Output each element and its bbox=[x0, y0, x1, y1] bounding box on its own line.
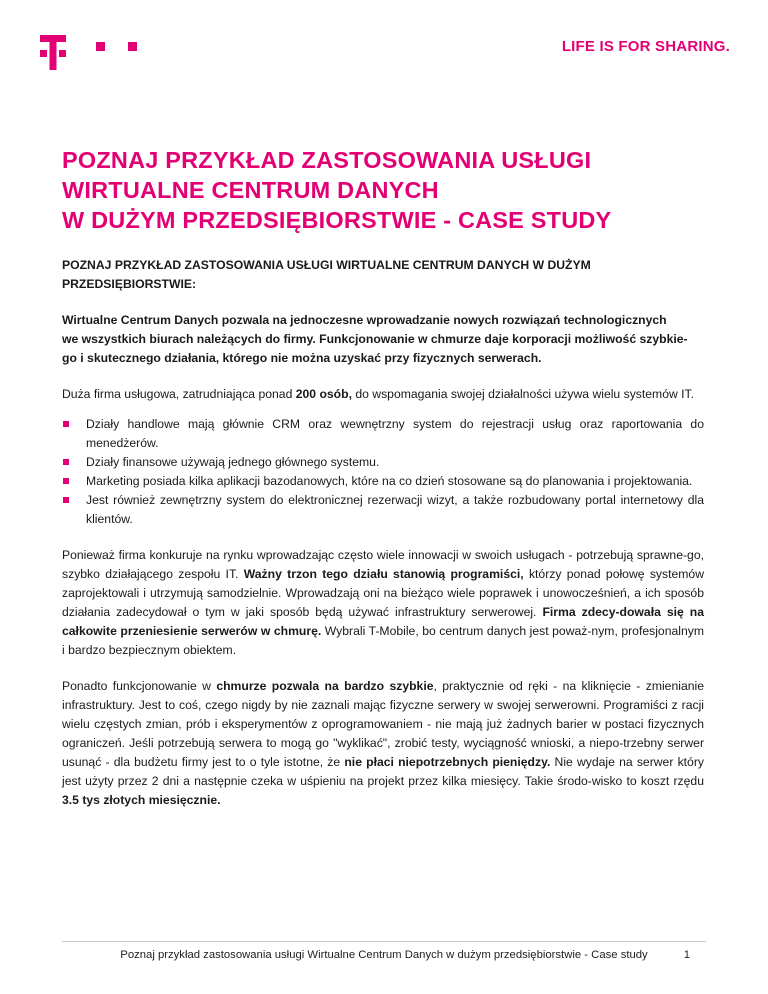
footer-title: Poznaj przykład zastosowania usługi Wirtualne Centrum Danych w dużym przedsiębiorstwie - Case study bbox=[120, 949, 648, 961]
title-line-3: W DUŻYM PRZEDSIĘBIORSTWIE - CASE STUDY bbox=[62, 207, 612, 233]
intro-text: Duża firma usługowa, zatrudniająca ponad bbox=[62, 387, 296, 401]
para3-text-1: Ponadto funkcjonowanie w bbox=[62, 679, 217, 693]
lead-line-2: we wszystkich biurach należących do firmy. Funkcjonowanie w chmurze daje korporacji możliwość szybkie- bbox=[62, 332, 688, 346]
list-item-text: Jest również zewnętrzny system do elektronicznej rezerwacji wizyt, a także rozbudowany portal internetowy dla klientów. bbox=[86, 493, 704, 526]
lead-line-3: go i skutecznego działania, którego nie można uzyskać przy fizycznych serwerach. bbox=[62, 351, 542, 365]
bullet-square-icon bbox=[63, 459, 69, 465]
list-item bbox=[86, 453, 704, 472]
bullet-square-icon bbox=[63, 478, 69, 484]
systems-list bbox=[62, 415, 704, 529]
footer-divider bbox=[62, 941, 706, 942]
intro-paragraph bbox=[62, 385, 704, 404]
para3-text-3: Nie wydaje na serwer który jest użyty przez 2 dni a następnie czeka w uśpieniu na projekt przez kilka miesięcy. Takie środo-wisko to koszt rzędu bbox=[62, 755, 704, 788]
para2-text-2: którzy ponad połowę systemów zaprojektowali i utrzymują samodzielnie. Wprowadzają oni na bieżąco wiele poprawek i unowocześnień, a ich sposób działania zadecydował o tym w jaki sposób będą używać infrastruktury serwerowej. bbox=[62, 567, 704, 619]
paragraph-cloud-benefits bbox=[62, 677, 704, 810]
title-line-1: POZNAJ PRZYKŁAD ZASTOSOWANIA USŁUGI bbox=[62, 147, 592, 173]
para3-text-2: , praktycznie od ręki - na kliknięcie - zmienianie infrastruktury. Jest to coś, czego nigdy by nie zaznali mając fizyczne serwery w swojej serwerowni. Programiści z racji wielu częstych zmian, prób i eksperymentów z oprogramowaniem - nie mają już żadnych barier w postaci fizycznych ograniczeń. Jeśli potrzebują serwera to mogą go "wyklikać", zrobić testy, wyciągność wnioski, a niepo-trzebny serwer usunąć - dla budżetu firmy jest to o tyle istotne, że bbox=[62, 679, 704, 769]
list-item bbox=[86, 491, 704, 529]
logo-t-left-square bbox=[40, 50, 47, 57]
para3-highlight-2: nie płaci niepotrzebnych pieniędzy. bbox=[344, 755, 551, 769]
para2-highlight-2: Firma zdecy-dowała się na całkowite przeniesienie serwerów w chmurę. bbox=[62, 605, 704, 638]
subheading-line-2: PRZEDSIĘBIORSTWIE: bbox=[62, 277, 197, 291]
logo-t-right-square bbox=[59, 50, 66, 57]
list-item-text: Marketing posiada kilka aplikacji bazodanowych, które na co dzień stosowane są do planowania i projektowania. bbox=[86, 474, 693, 488]
para2-text-1: Ponieważ firma konkuruje na rynku wprowadzając często wiele innowacji w swoich usługach - potrzebują sprawne-go, szybko działającego zespołu IT. bbox=[62, 548, 704, 581]
para2-text-3: Wybrali T-Mobile, bo centrum danych jest poważ-nym, profesjonalnym i bardzo bezpiecznym obiektem. bbox=[62, 624, 704, 657]
list-item-text: Działy handlowe mają głównie CRM oraz wewnętrzny system do rejestracji usług oraz raportowania do menedżerów. bbox=[86, 417, 704, 450]
para3-highlight-3: 3.5 tys złotych miesięcznie. bbox=[62, 793, 221, 807]
document-body bbox=[62, 145, 704, 810]
subheading bbox=[62, 256, 704, 294]
subheading-line-1: POZNAJ PRZYKŁAD ZASTOSOWANIA USŁUGI WIRTUALNE CENTRUM DANYCH W DUŻYM bbox=[62, 258, 591, 272]
lead-paragraph bbox=[62, 311, 704, 368]
logo-t-stem bbox=[50, 35, 57, 70]
t-logo bbox=[40, 28, 140, 70]
title-line-2: WIRTUALNE CENTRUM DANYCH bbox=[62, 177, 439, 203]
intro-text-end: do wspomagania swojej działalności używa wielu systemów IT. bbox=[351, 387, 695, 401]
logo-dot-1 bbox=[96, 42, 105, 51]
brand-tagline: LIFE IS FOR SHARING. bbox=[561, 38, 730, 55]
logo-dot-2 bbox=[128, 42, 137, 51]
list-item-text: Działy finansowe używają jednego głównego systemu. bbox=[86, 455, 380, 469]
para2-highlight-1: Ważny trzon tego działu stanowią programiści, bbox=[243, 567, 524, 581]
list-item bbox=[86, 472, 704, 491]
lead-line-1: Wirtualne Centrum Danych pozwala na jednoczesne wprowadzanie nowych rozwiązań technologicznych bbox=[62, 313, 667, 327]
bullet-square-icon bbox=[63, 421, 69, 427]
list-item bbox=[86, 415, 704, 453]
bullet-square-icon bbox=[63, 497, 69, 503]
page-number: 1 bbox=[683, 949, 690, 961]
para3-highlight-1: chmurze pozwala na bardzo szybkie bbox=[216, 679, 434, 693]
intro-highlight: 200 osób, bbox=[295, 387, 352, 401]
paragraph-it-team bbox=[62, 546, 704, 660]
